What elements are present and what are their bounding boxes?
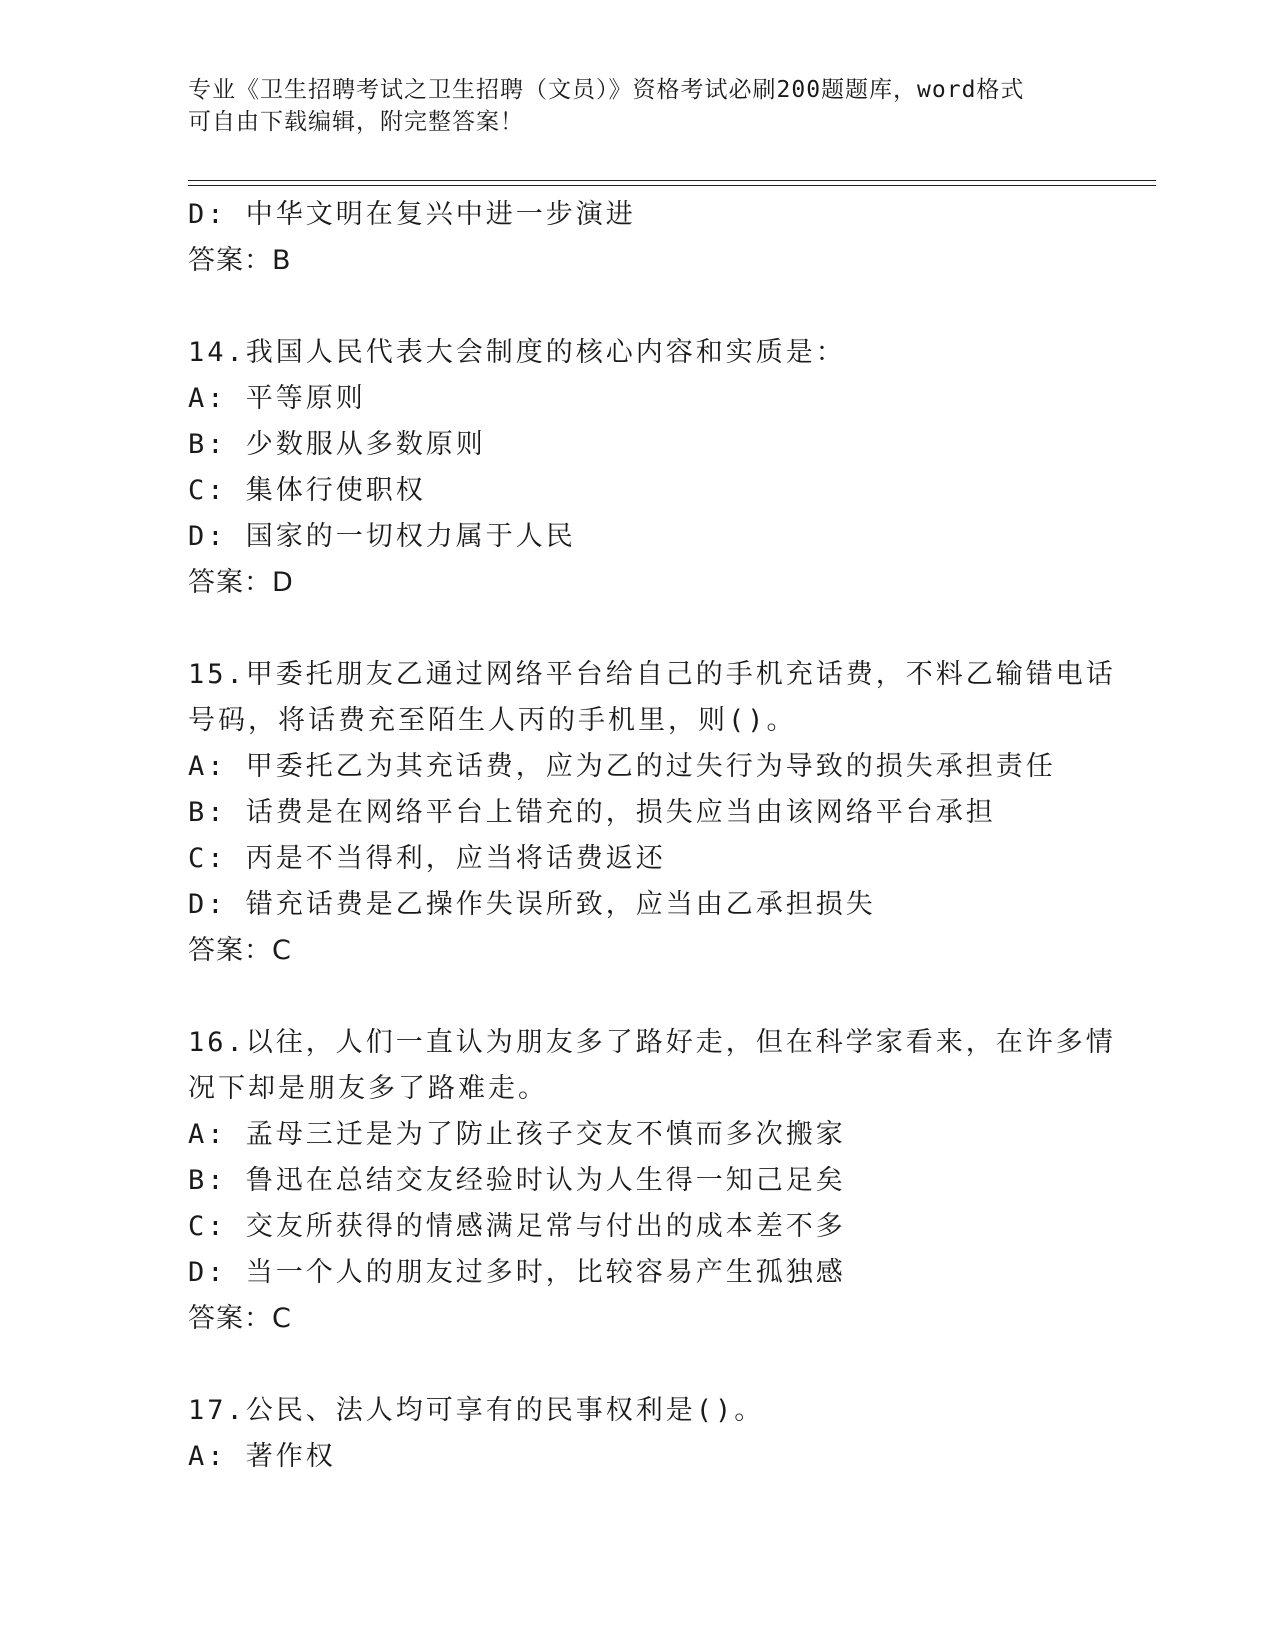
question-16: [188, 1020, 1116, 1342]
document-header: [188, 74, 1088, 138]
spacer: [188, 974, 1088, 1020]
question-15: [188, 652, 1116, 974]
option-a: A: 著作权: [188, 1441, 336, 1472]
header-rule-bottom: [188, 185, 1156, 186]
spacer: [188, 606, 1088, 652]
header-line-2: 可自由下载编辑，附完整答案！: [188, 109, 524, 135]
option-c: C: 集体行使职权: [188, 475, 426, 506]
answer: 答案：C: [188, 1303, 292, 1334]
prev-answer: 答案：B: [188, 245, 292, 276]
spacer: [188, 1342, 1088, 1388]
option-d: D: 国家的一切权力属于人民: [188, 521, 576, 552]
prev-option-d: D: 中华文明在复兴中进一步演进: [188, 199, 636, 230]
header-rule-top: [188, 180, 1156, 181]
option-b: B: 少数服从多数原则: [188, 429, 486, 460]
question-list: [188, 192, 1116, 1480]
option-c: C: 交友所获得的情感满足常与付出的成本差不多: [188, 1211, 846, 1242]
question-stem: 16.以往，人们一直认为朋友多了路好走，但在科学家看来，在许多情: [188, 1027, 1116, 1058]
question-stem: 15.甲委托朋友乙通过网络平台给自己的手机充话费，不料乙输错电话: [188, 659, 1116, 690]
option-a: A: 孟母三迁是为了防止孩子交友不慎而多次搬家: [188, 1119, 846, 1150]
question-14: [188, 330, 1088, 606]
answer: 答案：D: [188, 567, 294, 598]
option-a: A: 平等原则: [188, 383, 366, 414]
option-c: C: 丙是不当得利，应当将话费返还: [188, 843, 666, 874]
question-stem: 17.公民、法人均可享有的民事权利是()。: [188, 1395, 765, 1426]
spacer: [188, 284, 1088, 330]
option-b: B: 话费是在网络平台上错充的，损失应当由该网络平台承担: [188, 797, 996, 828]
question-stem-cont: 号码，将话费充至陌生人丙的手机里，则()。: [188, 705, 797, 736]
question-stem: 14.我国人民代表大会制度的核心内容和实质是：: [188, 337, 846, 368]
option-b: B: 鲁迅在总结交友经验时认为人生得一知己足矣: [188, 1165, 846, 1196]
answer: 答案：C: [188, 935, 292, 966]
option-a: A: 甲委托乙为其充话费，应为乙的过失行为导致的损失承担责任: [188, 751, 1056, 782]
option-d: D: 当一个人的朋友过多时，比较容易产生孤独感: [188, 1257, 846, 1288]
header-line-1: 专业《卫生招聘考试之卫生招聘（文员）》资格考试必刷200题题库，word格式: [188, 77, 1025, 103]
option-d: D: 错充话费是乙操作失误所致，应当由乙承担损失: [188, 889, 876, 920]
question-stem-cont: 况下却是朋友多了路难走。: [188, 1073, 548, 1104]
question-17: [188, 1388, 1088, 1480]
